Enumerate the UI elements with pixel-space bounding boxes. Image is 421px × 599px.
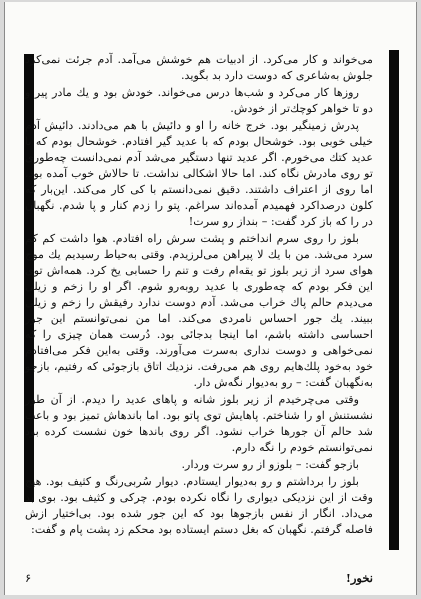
page-number: ۶ (25, 571, 32, 585)
paragraph: بلوز را برداشتم و رو به‌دیوار ایستادم. دیوار سُربی‌رنگ و کثیف بود. هیچ وقت از این نزدیکی دیواری را نگاه نکرده بودم. چرکی و کثیف بود. بوی بد می‌داد. انگار از نفس بازجوها بود که این جور شده بود. بی‌اختیار ازش فاصله گرفتم. نگهبان که بغل دستم ایستاده بود محکم زد پشت پام و گفت: (25, 475, 373, 536)
page-footer (25, 571, 373, 585)
paragraph: بلوز را روی سرم انداختم و پشت سرش راه افتادم. هوا داشت کم کم سرد می‌شد. من با یك لا پیراهن می‌لرزیدم. وقتی به‌حیاط رسیدیم یك موج هوای سرد از زیر بلوز تو یقه‌ام رفت و تنم را حسابی یخ کرد. همه‌اش توی این فکر بودم که چه‌طوری با عدید روبه‌رو شوم. اگر او را زخم و زیلی می‌دیدم حالم پاك خراب می‌شد. آدم دوست ندارد رفیقش را زخم و زیلی ببیند. یك جور احساس نامردی می‌کند. اما من نمی‌توانستم این جور احساسی داشته باشم، اما اینجا بدجائی بود. دُرست همان چیزی را که نمی‌خواهی و دوست نداری به‌سرت می‌آورند. وقتی به‌این فکر می‌افتادم خود به‌خود پلك‌هایم روی هم می‌رفت. نزدیك اتاق بازجوئی که رفتیم، بازجو به‌نگهبان گفت: – رو به‌دیوار نگه‌ش دار. (25, 232, 373, 389)
body-text (25, 52, 373, 539)
running-title: نخور! (345, 571, 373, 585)
right-margin-bar (389, 50, 399, 550)
paragraph: روزها کار می‌کرد و شب‌ها درس می‌خواند. خودش بود و یك مادر پیر و دو تا خواهر کوچك‌تر از خودش. (25, 86, 373, 115)
paragraph: بازجو گفت: – بلوزو از رو سرت وردار. (181, 458, 359, 471)
paragraph: وقتی می‌چرخیدم از زیر بلوز شانه و پاهای عدید را دیدم. از آن طور نشستنش او را شناختم. پاهایش توی پاتو بود. اما باندهاش تمیز بود و باعث شد حالم آن جورها خراب نشود. اگر روی باندها خون نشست کرده بود نمی‌توانستم خودم را نگه دارم. (25, 393, 373, 454)
book-page (4, 2, 417, 595)
paragraph: پدرش زمینگیر بود. خرج خانه را او و دائیش با هم می‌دادند. دائیش آدم خیلی خوبی بود. خوشحال بودم که با عدید گیر افتادم. خوشحال بودم که با عدید کتك می‌خورم. اگر عدید تنها دستگیر می‌شد آدم نمی‌دانست چه‌طوری تو روی مادرش نگاه کند. اما حالا اشکالی نداشت. تا حالاش خوب آمده بود. اما روی از اعتراف داشتند. دقیق نمی‌دانستم با کی کار می‌کند. این‌بار که کلون درصداکرد فهمیدم آمده‌اند سراغم. پتو را زدم کنار و پا شدم. نگهبان در را که باز کرد گفت: – بنداز رو سرت! (25, 119, 373, 228)
paragraph: می‌خواند و کار می‌کرد. از ادبیات هم خوشش می‌آمد. آدم جرئت نمی‌کرد جلوش بەشاعری که دوست دارد بد بگوید. (25, 53, 373, 82)
